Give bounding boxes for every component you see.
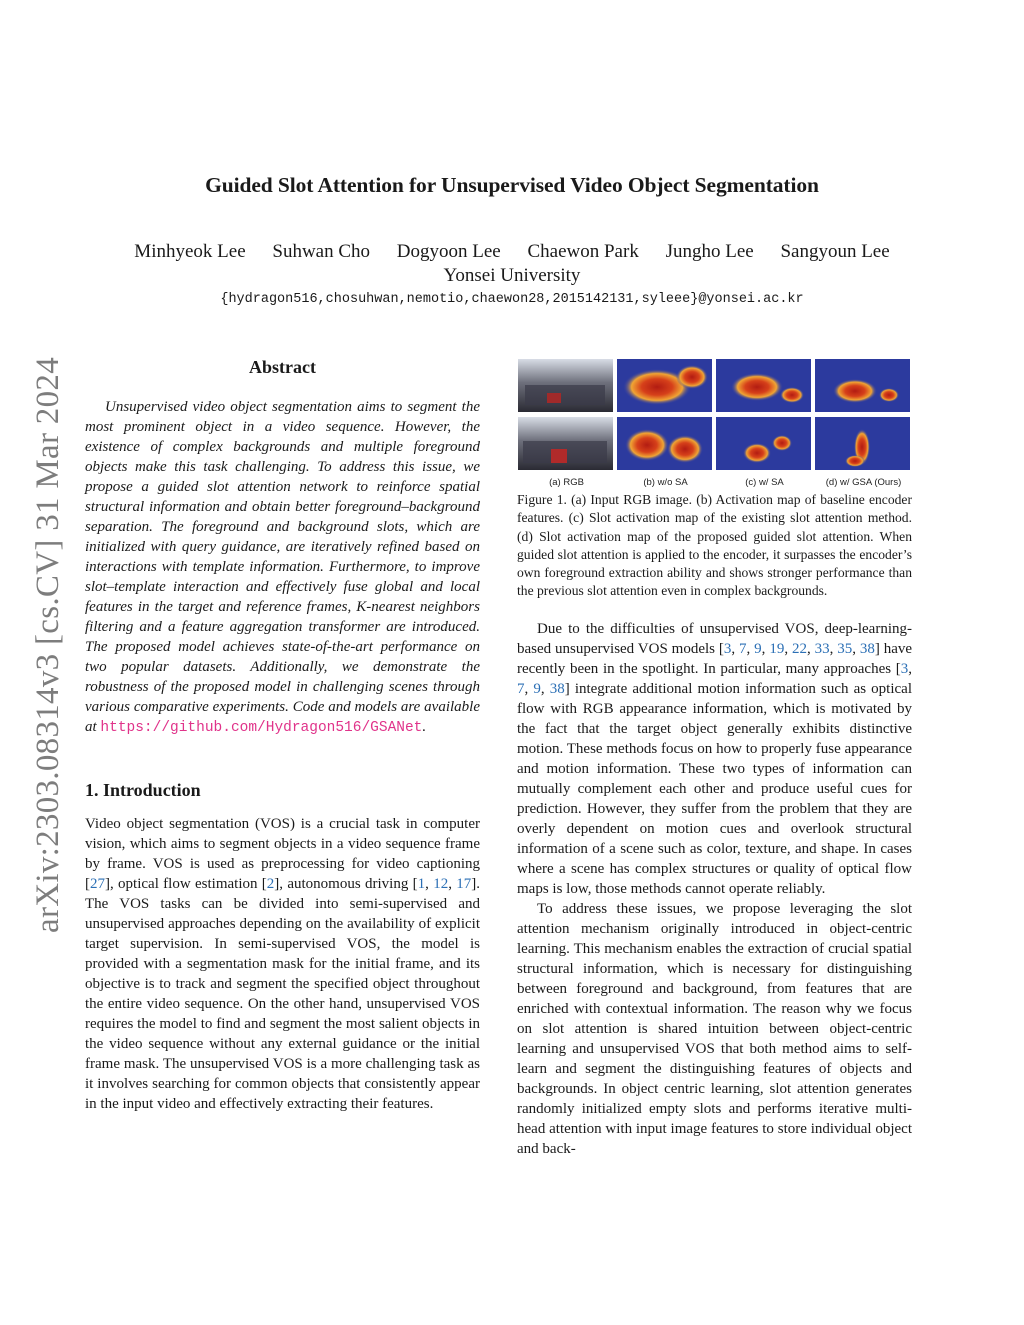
- citation-link[interactable]: 35: [837, 640, 853, 657]
- author-name: Chaewon Park: [527, 241, 639, 262]
- text-run: ], autonomous driving [: [274, 876, 418, 892]
- rgb-image-row1: [518, 359, 613, 412]
- text-run: ,: [746, 640, 755, 657]
- citation-link[interactable]: 9: [754, 640, 762, 657]
- citation-link[interactable]: 19: [769, 640, 785, 657]
- body-paragraph-2: To address these issues, we propose leveraging the slot attention mechanism originally introduced in object-centric learning. This mechanism enables the extraction of crucial spatial structural information, which is necessary for distinguishing between foreground and background, from features that are enriched with contextual information. The reason why we focus on slot attention is shared intuition between object-centric learning and unsupervised VOS that both method aims to self-learn and segment the distinguishing features of objects and backgrounds. In object centric learning, slot attention generates randomly initialized empty slots and performs iterative multi-head attention with input image features to store individual object and back-: [517, 900, 912, 1157]
- abstract-heading: Abstract: [249, 357, 316, 377]
- citation-link[interactable]: 27: [90, 876, 105, 892]
- text-run: ,: [784, 640, 792, 657]
- text-run: ,: [448, 876, 457, 892]
- citation-link[interactable]: 2: [266, 876, 275, 892]
- text-run: ,: [540, 680, 550, 697]
- text-run: ] have recently been in the spotlight. In particular, many approaches [: [517, 640, 913, 677]
- author-name: Sangyoun Lee: [780, 241, 890, 262]
- activation-map-w-sa-row1: [716, 359, 811, 412]
- text-run: ]. The VOS tasks can be divided into semi-supervised and unsupervised approaches depending on the availability of explicit target supervision. In semi-supervised VOS, the model is provided with a segmentation mask for the initial frame, and its objective is to track and segment the specified object throughout the entire video sequence. On the other hand, unsupervised VOS requires the model to find and segment the most salient objects in the video sequence without any external guidance or the initial frame mask. The unsupervised VOS is a more challenging task as it involves searching for common objects that consistently appear in the input video and effectively extracting their features.: [85, 876, 481, 1112]
- text-run: ,: [524, 680, 534, 697]
- body-paragraph-1: [517, 619, 912, 899]
- activation-map-gsa-row1: [815, 359, 910, 412]
- panel-label-c: (c) w/ SA: [745, 477, 784, 488]
- section-heading-introduction: 1. Introduction: [85, 780, 201, 800]
- paper-title: Guided Slot Attention for Unsupervised Video Object Segmentation: [205, 173, 819, 197]
- text-run: Due to the difficulties of unsupervised VOS, deep-learning-based unsupervised VOS models [: [517, 620, 912, 657]
- text-run: ] integrate additional motion information such as optical flow with RGB appearance information, which is motivated by the fact that the target object generally exhibits distinctive motion. These methods focus on how to properly fuse appearance and motion information. These two types of information can mutually complement each other and produce useful cues for prediction. However, they suffer from the problem that they are overly dependent on motion cues and overlook structural information of a scene such as color, texture, and shape. In cases where a scene has complex structures or quality of optical flow maps is low, those methods cannot operate reliably.: [517, 680, 913, 897]
- text-run: ,: [806, 640, 815, 657]
- activation-map-w-sa-row2: [716, 417, 811, 470]
- abstract-text: [85, 397, 480, 738]
- text-run: ,: [761, 640, 770, 657]
- text-run: ,: [731, 640, 740, 657]
- citation-link[interactable]: 9: [533, 680, 541, 697]
- author-emails: {hydragon516,chosuhwan,nemotio,chaewon28,2015142131,syleee}@yonsei.ac.kr: [220, 292, 804, 307]
- author-name: Dogyoon Lee: [396, 241, 501, 262]
- rgb-image-row2: [518, 417, 613, 470]
- author-name: Suhwan Cho: [272, 241, 371, 262]
- citation-link[interactable]: 7: [739, 640, 747, 657]
- right-column: [517, 357, 912, 1159]
- author-name: Jungho Lee: [665, 241, 754, 262]
- affiliation: Yonsei University: [443, 265, 581, 286]
- text-run: ,: [852, 640, 860, 657]
- code-link[interactable]: https://github.com/Hydragon516/GSANet: [100, 720, 423, 736]
- activation-map-gsa-row2: [815, 417, 910, 470]
- panel-label-b: (b) w/o SA: [643, 477, 688, 488]
- text-run: ,: [425, 876, 434, 892]
- citation-link[interactable]: 38: [859, 640, 875, 657]
- text-run: Video object segmentation (VOS) is a crucial task in computer vision, which aims to segment objects in a video sequence frame by frame. VOS is used as preprocessing for video captioning [: [85, 816, 480, 892]
- text-run: ,: [908, 660, 912, 677]
- left-column: [85, 357, 480, 1114]
- panel-label-a: (a) RGB: [549, 477, 584, 488]
- citation-link[interactable]: 33: [814, 640, 830, 657]
- citation-link[interactable]: 38: [549, 680, 565, 697]
- citation-link[interactable]: 7: [517, 680, 525, 697]
- panel-label-d: (d) w/ GSA (Ours): [825, 477, 902, 488]
- activation-map-wo-sa-row2: [617, 417, 712, 470]
- citation-link[interactable]: 22: [791, 640, 807, 657]
- author-name: Minhyeok Lee: [134, 241, 246, 262]
- text-run: ,: [829, 640, 838, 657]
- intro-paragraph: [85, 814, 480, 1114]
- figure-panels: [517, 357, 912, 473]
- citation-link[interactable]: 3: [723, 640, 732, 657]
- citation-link[interactable]: 17: [456, 876, 472, 892]
- citation-link[interactable]: 1: [417, 876, 426, 892]
- text-run: ], optical flow estimation [: [105, 876, 267, 892]
- author-list: [0, 240, 1024, 264]
- figure-caption: Figure 1. (a) Input RGB image. (b) Activation map of baseline encoder features. (c) Slot activation map of the existing slot attention method. (d) Slot activation map of the proposed guided slot attention. When guided slot attention is applied to the encoder, it surpasses the encoder’s own foreground extraction ability and shows stronger performance than the previous slot attention even in complex backgrounds.: [517, 492, 912, 599]
- citation-link[interactable]: 12: [433, 876, 449, 892]
- citation-link[interactable]: 3: [900, 660, 909, 677]
- abstract-body: Unsupervised video object segmentation aims to segment the most prominent object in a video sequence. However, the existence of complex backgrounds and multiple foreground objects make this task challenging. To address this issue, we propose a guided slot attention network to reinforce spatial structural information and obtain better foreground–background separation. The foreground and background slots, which are initialized with query guidance, are iteratively refined based on interactions with template information. Furthermore, to improve slot–template interaction and effectively fuse global and local features in the target and reference frames, K-nearest neighbors filtering and a feature aggregation transformer are introduced. The proposed model achieves state-of-the-art performance on two popular datasets. Additionally, we demonstrate the robustness of the proposed model in challenging scenes through various comparative experiments. Code and models are available at: [85, 399, 480, 735]
- arxiv-identifier: arXiv:2303.08314v3 [cs.CV] 31 Mar 2024: [30, 357, 66, 933]
- activation-map-wo-sa-row1: [617, 359, 712, 412]
- figure-1: [517, 357, 912, 487]
- abstract-end: .: [422, 719, 427, 735]
